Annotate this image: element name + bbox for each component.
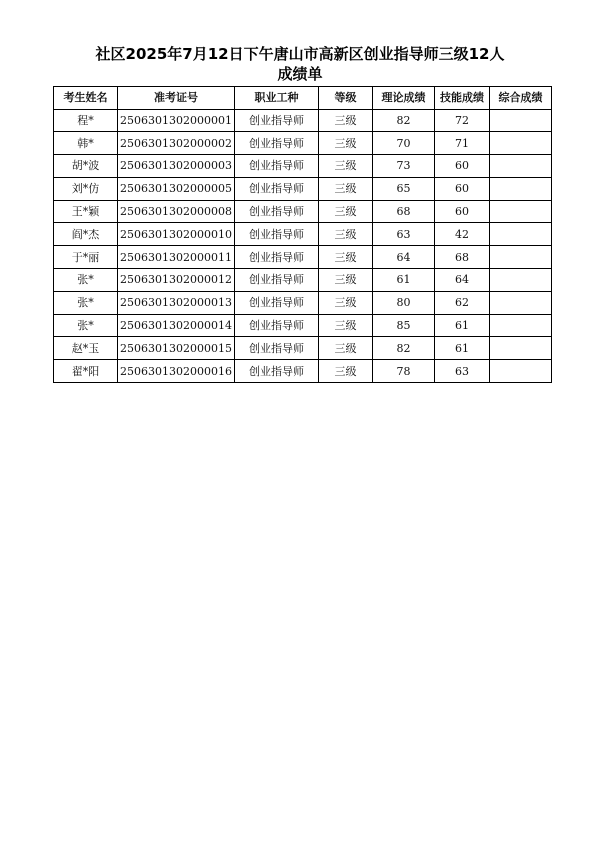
cell-overall-score — [490, 200, 552, 223]
score-table — [53, 86, 552, 383]
header-skill-score: 技能成绩 — [435, 87, 490, 110]
cell-occupation: 创业指导师 — [235, 155, 319, 178]
cell-occupation: 创业指导师 — [235, 200, 319, 223]
cell-theory-score: 61 — [373, 269, 435, 292]
cell-name: 胡*波 — [54, 155, 118, 178]
cell-occupation: 创业指导师 — [235, 337, 319, 360]
table-row — [54, 109, 552, 132]
header-level: 等级 — [319, 87, 373, 110]
cell-occupation: 创业指导师 — [235, 177, 319, 200]
cell-name: 张* — [54, 291, 118, 314]
cell-exam-id: 2506301302000003 — [118, 155, 235, 178]
cell-skill-score: 60 — [435, 177, 490, 200]
cell-skill-score: 62 — [435, 291, 490, 314]
cell-exam-id: 2506301302000005 — [118, 177, 235, 200]
cell-name: 张* — [54, 314, 118, 337]
cell-level: 三级 — [319, 200, 373, 223]
cell-occupation: 创业指导师 — [235, 223, 319, 246]
cell-theory-score: 85 — [373, 314, 435, 337]
cell-skill-score: 64 — [435, 269, 490, 292]
table-body — [54, 109, 552, 383]
table-row — [54, 177, 552, 200]
cell-occupation: 创业指导师 — [235, 246, 319, 269]
cell-level: 三级 — [319, 177, 373, 200]
table-header-row — [54, 87, 552, 110]
cell-level: 三级 — [319, 314, 373, 337]
cell-skill-score: 61 — [435, 314, 490, 337]
cell-theory-score: 73 — [373, 155, 435, 178]
cell-exam-id: 2506301302000016 — [118, 360, 235, 383]
cell-theory-score: 63 — [373, 223, 435, 246]
cell-theory-score: 70 — [373, 132, 435, 155]
cell-level: 三级 — [319, 223, 373, 246]
cell-name: 程* — [54, 109, 118, 132]
cell-skill-score: 63 — [435, 360, 490, 383]
cell-exam-id: 2506301302000014 — [118, 314, 235, 337]
cell-overall-score — [490, 132, 552, 155]
cell-occupation: 创业指导师 — [235, 269, 319, 292]
cell-theory-score: 80 — [373, 291, 435, 314]
table-row — [54, 337, 552, 360]
header-overall-score: 综合成绩 — [490, 87, 552, 110]
table-row — [54, 200, 552, 223]
cell-occupation: 创业指导师 — [235, 132, 319, 155]
cell-exam-id: 2506301302000012 — [118, 269, 235, 292]
header-name: 考生姓名 — [54, 87, 118, 110]
header-exam-id: 准考证号 — [118, 87, 235, 110]
cell-overall-score — [490, 269, 552, 292]
cell-theory-score: 82 — [373, 109, 435, 132]
cell-level: 三级 — [319, 155, 373, 178]
cell-level: 三级 — [319, 360, 373, 383]
table-row — [54, 132, 552, 155]
cell-occupation: 创业指导师 — [235, 360, 319, 383]
cell-name: 刘*仿 — [54, 177, 118, 200]
table-row — [54, 269, 552, 292]
cell-name: 韩* — [54, 132, 118, 155]
table-row — [54, 291, 552, 314]
cell-theory-score: 78 — [373, 360, 435, 383]
table-row — [54, 360, 552, 383]
cell-overall-score — [490, 109, 552, 132]
cell-theory-score: 64 — [373, 246, 435, 269]
header-occupation: 职业工种 — [235, 87, 319, 110]
cell-exam-id: 2506301302000001 — [118, 109, 235, 132]
cell-level: 三级 — [319, 337, 373, 360]
cell-level: 三级 — [319, 269, 373, 292]
cell-theory-score: 65 — [373, 177, 435, 200]
table-row — [54, 223, 552, 246]
cell-exam-id: 2506301302000013 — [118, 291, 235, 314]
cell-overall-score — [490, 246, 552, 269]
cell-name: 阎*杰 — [54, 223, 118, 246]
document-subtitle: 成绩单 — [277, 65, 323, 83]
cell-exam-id: 2506301302000002 — [118, 132, 235, 155]
cell-overall-score — [490, 223, 552, 246]
cell-exam-id: 2506301302000008 — [118, 200, 235, 223]
header-theory-score: 理论成绩 — [373, 87, 435, 110]
cell-overall-score — [490, 155, 552, 178]
cell-skill-score: 68 — [435, 246, 490, 269]
cell-name: 赵*玉 — [54, 337, 118, 360]
document-title: 社区2025年7月12日下午唐山市高新区创业指导师三级12人 — [95, 45, 505, 63]
cell-level: 三级 — [319, 291, 373, 314]
cell-exam-id: 2506301302000010 — [118, 223, 235, 246]
cell-name: 王*颖 — [54, 200, 118, 223]
cell-occupation: 创业指导师 — [235, 291, 319, 314]
cell-skill-score: 61 — [435, 337, 490, 360]
cell-occupation: 创业指导师 — [235, 314, 319, 337]
cell-skill-score: 60 — [435, 200, 490, 223]
cell-name: 于*丽 — [54, 246, 118, 269]
cell-overall-score — [490, 177, 552, 200]
cell-skill-score: 72 — [435, 109, 490, 132]
cell-level: 三级 — [319, 109, 373, 132]
table-row — [54, 246, 552, 269]
cell-exam-id: 2506301302000015 — [118, 337, 235, 360]
cell-level: 三级 — [319, 132, 373, 155]
cell-skill-score: 60 — [435, 155, 490, 178]
cell-overall-score — [490, 291, 552, 314]
cell-overall-score — [490, 360, 552, 383]
cell-skill-score: 42 — [435, 223, 490, 246]
cell-name: 张* — [54, 269, 118, 292]
cell-overall-score — [490, 337, 552, 360]
cell-exam-id: 2506301302000011 — [118, 246, 235, 269]
table-row — [54, 314, 552, 337]
cell-theory-score: 82 — [373, 337, 435, 360]
cell-theory-score: 68 — [373, 200, 435, 223]
cell-level: 三级 — [319, 246, 373, 269]
cell-name: 翟*阳 — [54, 360, 118, 383]
cell-skill-score: 71 — [435, 132, 490, 155]
cell-occupation: 创业指导师 — [235, 109, 319, 132]
table-row — [54, 155, 552, 178]
cell-overall-score — [490, 314, 552, 337]
